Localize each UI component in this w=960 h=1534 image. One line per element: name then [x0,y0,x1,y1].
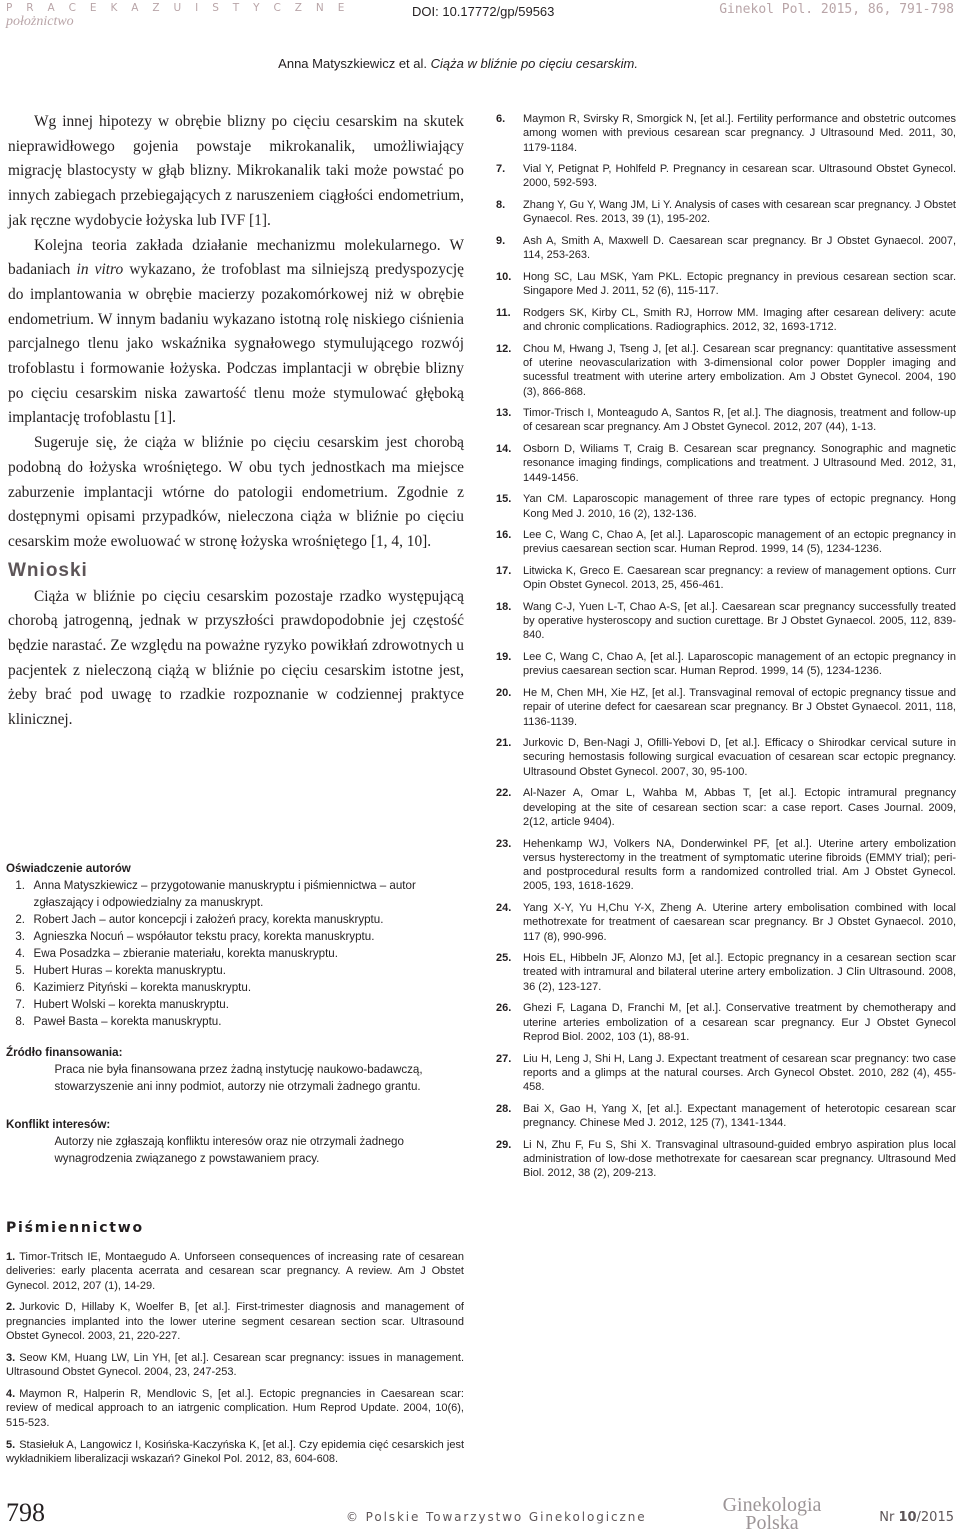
reference-number: 3. [6,1351,16,1364]
reference-item [6,1438,464,1467]
conclusions-heading: Wnioski [8,559,88,581]
author-declarations [6,860,443,1030]
declaration-number: 8. [15,1014,25,1028]
reference-item [496,1052,956,1095]
reference-number: 9. [496,234,506,247]
reference-number: 24. [496,902,512,914]
references-heading: Piśmiennictwo [6,1220,144,1236]
reference-item [496,270,956,299]
reference-number: 23. [496,837,512,850]
reference-item [496,686,956,729]
reference-number: 4. [6,1388,16,1401]
declaration-number: 2. [15,912,25,926]
body-paragraph: Wg innej hipotezy w obrębie blizny po cięciu cesarskim na skutek nieprawidłowego gojenia powstaje mikrokanalik, umożliwiający migrację blastocysty w głąb blizny. Mikrokanalik taki może powstać po innych zabiegach przebiegających z naruszeniem ciągłości endometrium, jak ręczne wydobycie łożyska lub IVF [1]. [8,113,464,229]
reference-text: Rodgers SK, Kirby CL, Smith RJ, Horrow MM. Imaging after cesarean delivery: acute and chronic complications. Radiographics. 2012, 32, 1693-1712. [523,306,956,334]
reference-number: 12. [496,342,512,355]
reference-number: 5. [6,1438,16,1451]
reference-number: 8. [496,199,506,212]
logo-line-2: Polska [745,1512,799,1534]
doi-label: DOI: 10.17772/gp/59563 [412,4,555,19]
declaration-number: 7. [15,997,25,1011]
reference-item [496,528,956,557]
reference-item [496,901,956,944]
reference-number: 21. [496,737,512,750]
conflict-section [6,1116,443,1167]
reference-item [496,112,956,155]
reference-text: Liu H, Leng J, Shi H, Lang J. Expectant treatment of cesarean scar pregnancy: two case reports and a glimps at the natural courses. Arch Gynecol Obstet. 2010, 282 (4), 455-458. [523,1052,956,1094]
reference-number: 22. [496,787,512,800]
conflict-title: Konflikt interesów: [6,1117,111,1131]
reference-text: Li N, Zhu F, Fu S, Shi X. Transvaginal ultrasound-guided embryo aspiration plus local administration of low-dose methotrexate for caesarean scar pregnancy. Ultrasound Med Biol. 2012, 38 (2), 209-213. [523,1138,956,1180]
reference-item [6,1250,464,1293]
reference-item [496,951,956,994]
declarations-list [6,877,443,1030]
reference-text: Hois EL, Hibbeln JF, Alonzo MJ, [et al.]. Ectopic pregnancy in a cesarean section scar treated with intramural and bilateral uterine artery embolization. J Clin Ultrasound. 2008, 36 (2), 123-127. [523,952,956,993]
reference-text: Maymon R, Svirsky R, Smorgick N, [et al.]. Fertility performance and obstetric outcomes among women with previous cesarean scar pregnancy. J Ultrasound Med. 2011, 30, 1179-1184. [523,113,956,154]
reference-number: 19. [496,651,512,664]
reference-text: Hehenkamp WJ, Volkers NA, Donderwinkel PF, [et al.]. Uterine artery embolization versus hysterectomy in the treatment of symptomatic uterine fibroids (EMMY trial); peri- and postprocedural results form a randomized controlled trial. Am J Obstet Gynecol. 2005, 193, 1618-1629. [523,837,956,893]
reference-text: Timor-Trisch I, Monteagudo A, Santos R, [et al.]. The diagnosis, treatment and follow-up of cesarean scar pregnancy. Am J Obstet Gynecol. 2012, 207 (44), 1-13. [523,407,956,434]
declaration-text: Anna Matyszkiewicz – przygotowanie manuskryptu i piśmiennictwa – autor zgłaszający i odpowiedzialny za manuskrypt. [33,878,416,909]
declaration-item [6,962,443,979]
reference-text: Jurkovic D, Ben-Nagi J, Ofilli-Yebovi D, [et al.]. Efficacy o Shirodkar cervical suture in securing hemostasis following surgical evacuation of cesarean scar ectopic pregnancy. Ultrasound Obstet Gynecol. 2007, 30, 95-100. [523,737,956,778]
reference-item [496,442,956,485]
reference-number: 13. [496,407,512,420]
declaration-number: 6. [15,980,25,994]
issue-year: /2015 [916,1510,954,1525]
reference-text: Yang X-Y, Yu H,Chu Y-X, Zheng A. Uterine artery embolisation combined with local methotrexate for treatment of caesarean scar pregnancy. Br J Obstet Gynaecol. 2010, 117 (8), 990-996. [523,902,956,943]
reference-text: Osborn D, Wiliams T, Craig B. Cesarean scar pregnancy. Sonographic and magnetic resonance imaging findings, complications and treatment. J Ultrasound Med. 2012, 31, 1449-1456. [523,443,956,484]
conflict-text: Autorzy nie zgłaszają konfliktu interesów oraz nie otrzymali żadnego wynagrodzenia związanego z powstawaniem pracy. [54,1134,404,1165]
declaration-number: 4. [15,946,25,960]
left-column [8,110,464,733]
reference-text: Bai X, Gao H, Yang X, [et al.]. Expectant management of heterotopic cesarean scar pregnancy. Chinese Med J. 2012, 125 (7), 1341-1344. [523,1102,956,1130]
reference-text: Hong SC, Lau MSK, Yam PKL. Ectopic pregnancy in previous cesarean section scar. Singapore Med J. 2011, 52 (6), 115-117. [523,270,956,298]
journal-logo [712,1496,832,1532]
reference-item [496,786,956,829]
reference-item [496,234,956,263]
reference-text: Ghezi F, Lagana D, Franchi M, [et al.]. Conservative treatment by chemotherapy and uterine arteries embolization of a cesarean scar pregnancy. Eur J Obstet Gynecol Reprod Biol. 2002, 103 (1), 88-91. [523,1002,956,1043]
reference-item [496,564,956,593]
declarations-title: Oświadczenie autorów [6,861,131,875]
reference-item [496,306,956,335]
funding-title: Źródło finansowania: [6,1045,123,1059]
reference-item [496,600,956,643]
reference-item [496,492,956,521]
reference-text: Timor-Tritsch IE, Montaegudo A. Unforseen consequences of increasing rate of cesarean deliveries: early placenta acerrata and cesarean scar pregnancy. A review. Am J Obstet Gynecol. 2012, 207 (1), 14-29. [6,1251,464,1292]
reference-text: Jurkovic D, Hillaby K, Woelfer B, [et al.]. First-trimester diagnosis and management of pregnancies implanted into the lower uterine segment cesarean section scar. Ultrasound Obstet Gynecol. 2003, 21, 220-227. [6,1301,464,1343]
declaration-item [6,928,443,945]
reference-item [496,1001,956,1044]
reference-text: Lee C, Wang C, Chao A, [et al.]. Laparoscopic management of an ectopic pregnancy in previus caesarean section scar. Human Reprod. 1999, 14 (5), 1234-1236. [523,529,956,556]
reference-text: Al-Nazer A, Omar L, Wahba M, Abbas T, [et al.]. Ectopic intramural pregnancy developing at the site of cesarean section scar: a case report. Cases Journal. 2009, 2(12, article 9404). [523,787,956,828]
reference-item [496,1138,956,1181]
reference-item [496,1102,956,1131]
page-number: 798 [6,1498,45,1527]
section-subtitle: położnictwo [6,14,74,29]
logo-line-1: Ginekologia [722,1494,822,1516]
reference-number: 18. [496,600,512,613]
running-title: Ciąża w bliźnie po cięciu cesarskim. [430,56,638,71]
reference-text: He M, Chen MH, Xie HZ, [et al.]. Transvaginal removal of ectopic pregnancy tissue and repair of uterine defect for caesarean scar pregnancy. Br J Obstet Gynaecol. 2011, 118, 1136-1139. [523,686,956,728]
reference-text: Wang C-J, Yuen L-T, Chao A-S, [et al.]. Caesarean scar pregnancy successfully treated by operative hysteroscopy and suction curettage. Br J Obstet Gynaecol. 2005, 112, 839-840. [523,600,956,642]
reference-number: 15. [496,493,512,506]
declaration-text: Agnieszka Nocuń – współautor tekstu pracy, korekta manuskryptu. [33,929,375,943]
reference-number: 20. [496,686,512,699]
declaration-item [6,979,443,996]
reference-text: Chou M, Hwang J, Tseng J, [et al.]. Cesarean scar pregnancy: quantitative assessment of uterine neovascularization with 3-dimensional color power Doppler imaging and sucessful treatment with uterine artery embolization. Am J Obstet Gynecol. 2004, 190 (3), 866-868. [523,342,956,398]
declaration-item [6,945,443,962]
declaration-text: Robert Jach – autor koncepcji i założeń pracy, korekta manuskryptu. [33,912,384,926]
reference-item [496,837,956,894]
reference-text: Ash A, Smith A, Maxwell D. Caesarean scar pregnancy. Br J Obstet Gynaecol. 2007, 114, 253-263. [523,234,956,262]
body-text: Kolejna teoria zakłada działanie mechanizmu molekularnego. W badaniach [8,236,464,279]
reference-number: 7. [496,163,506,176]
funding-text: Praca nie była finansowana przez żadną instytucję naukowo-badawczą, stowarzyszenie ani inny podmiot, autorzy nie otrzymali żadnego grantu. [54,1062,423,1093]
declaration-item [6,1013,443,1030]
reference-item [496,650,956,679]
body-italic: in vitro [76,261,124,279]
running-authors: Anna Matyszkiewicz et al. [278,56,428,71]
declaration-text: Paweł Basta – korekta manuskryptu. [33,1014,222,1028]
reference-item [6,1300,464,1343]
reference-number: 17. [496,564,512,577]
reference-text: Litwicka K, Greco E. Caesarean scar pregnancy: a review of management options. Curr Opin Obstet Gynecol. 2013, 25, 456-461. [523,564,956,592]
reference-number: 27. [496,1052,512,1065]
declaration-text: Kazimierz Pityński – korekta manuskryptu. [33,980,252,994]
journal-citation: Ginekol Pol. 2015, 86, 791-798 [719,2,954,17]
reference-number: 6. [496,113,506,125]
references-list-right [496,112,956,1188]
reference-item [6,1387,464,1430]
reference-number: 29. [496,1138,512,1151]
references-list-left [6,1250,464,1474]
reference-text: Lee C, Wang C, Chao A, [et al.]. Laparoscopic management of an ectopic pregnancy in previus caesarean section scar. Human Reprod. 1999, 14 (5), 1234-1236. [523,651,956,678]
reference-text: Vial Y, Petignat P, Hohlfeld P. Pregnancy in cesarean scar. Ultrasound Obstet Gynecol. 2000, 592-593. [523,163,956,190]
issue-prefix: Nr [879,1510,895,1525]
reference-text: Seow KM, Huang LW, Lin YH, [et al.]. Cesarean scar pregnancy: issues in management. Ultrasound Obstet Gynecol. 2004, 23, 247-253. [6,1351,464,1379]
issue-number [879,1510,954,1525]
body-paragraph: Ciąża w bliźnie po cięciu cesarskim pozostaje rzadko występującą chorobą jatrogenną, jednak w przyszłości prawdopodobnie jej częstość będzie narastać. Ze względu na poważne ryzyko powikłań zdrowotnych u pacjentek z nieleczoną ciążą w bliźnie po cięciu cesarskim istotne jest, żeby brać pod uwagę to rzadkie rozpoznanie w codziennej praktyce klinicznej. [8,587,464,729]
declaration-text: Hubert Wolski – korekta manuskryptu. [33,997,229,1011]
reference-item [496,342,956,399]
reference-number: 28. [496,1102,512,1115]
publisher-copyright: © Polskie Towarzystwo Ginekologiczne [346,1510,647,1524]
reference-text: Stasiełuk A, Langowicz I, Kosińska-Kaczyńska K, [et al.]. Czy epidemia cięć cesarskich jest wykładnikiem liberalizacji wskazań? Ginekol Pol. 2012, 83, 604-608. [6,1438,464,1465]
reference-number: 11. [496,306,511,319]
declaration-item [6,877,443,911]
declaration-text: Ewa Posadzka – zbieranie materiału, korekta manuskryptu. [33,946,338,960]
reference-number: 14. [496,443,512,456]
declaration-number: 1. [15,878,25,892]
reference-text: Maymon R, Halperin R, Mendlovic S, [et al.]. Ectopic pregnancies in Caesarean scar: review of medical approach to an iatrgenic complication. Hum Reprod Update. 2004, 10(6), 515-523. [6,1388,464,1429]
reference-item [6,1351,464,1380]
reference-number: 10. [496,270,512,283]
body-paragraph [8,234,464,432]
reference-item [496,406,956,435]
declaration-number: 5. [15,963,25,977]
reference-text: Zhang Y, Gu Y, Wang JM, Li Y. Analysis of cases with cesarean scar pregnancy. J Obstet Gynaecol. Res. 2013, 39 (1), 195-202. [523,199,956,226]
section-kicker: P R A C E K A Z U I S T Y C Z N E [6,2,350,14]
reference-number: 25. [496,952,512,965]
running-head [278,56,638,71]
declaration-text: Hubert Huras – korekta manuskryptu. [33,963,226,977]
body-text: wykazano, że trofoblast ma silniejszą predyspozycję do implantowania w obrębie macierzy pozakomórkowej niż w obrębie endometrium. W innym badaniu wykazano istotną rolę niskiego ciśnienia parcjalnego tlenu jako wskaźnika sygnałowego stymulującego rozwój trofoblastu i formowanie łożyska. Podczas implantacji w obrębie blizny po cięciu cesarskim niska zawartość tlenu może stymulować głęboką implantację trofoblastu [1]. [8,261,464,427]
reference-number: 1. [6,1251,16,1263]
reference-item [496,162,956,191]
reference-text: Yan CM. Laparoscopic management of three rare types of ectopic pregnancy. Hong Kong Med J. 2010, 16 (2), 132-136. [523,493,956,520]
declaration-number: 3. [15,929,25,943]
funding-section [6,1044,443,1095]
issue-no: 10 [898,1510,917,1525]
reference-number: 2. [6,1301,16,1314]
reference-number: 26. [496,1002,512,1015]
declaration-item [6,911,443,928]
reference-item [496,198,956,227]
reference-number: 16. [496,529,512,542]
declaration-item [6,996,443,1013]
reference-item [496,736,956,779]
body-paragraph: Sugeruje się, że ciąża w bliźnie po cięciu cesarskim jest chorobą podobną do łożyska wrośniętego. W obu tych jednostkach ma miejsce zaburzenie implantacji wtórne do patologii endometrium. Zgodnie z dostępnymi opisami przypadków, nieleczona ciąża w bliźnie po cięciu cesarskim może ewoluować w stronę łożyska wrośniętego [1, 4, 10]. [8,434,464,550]
